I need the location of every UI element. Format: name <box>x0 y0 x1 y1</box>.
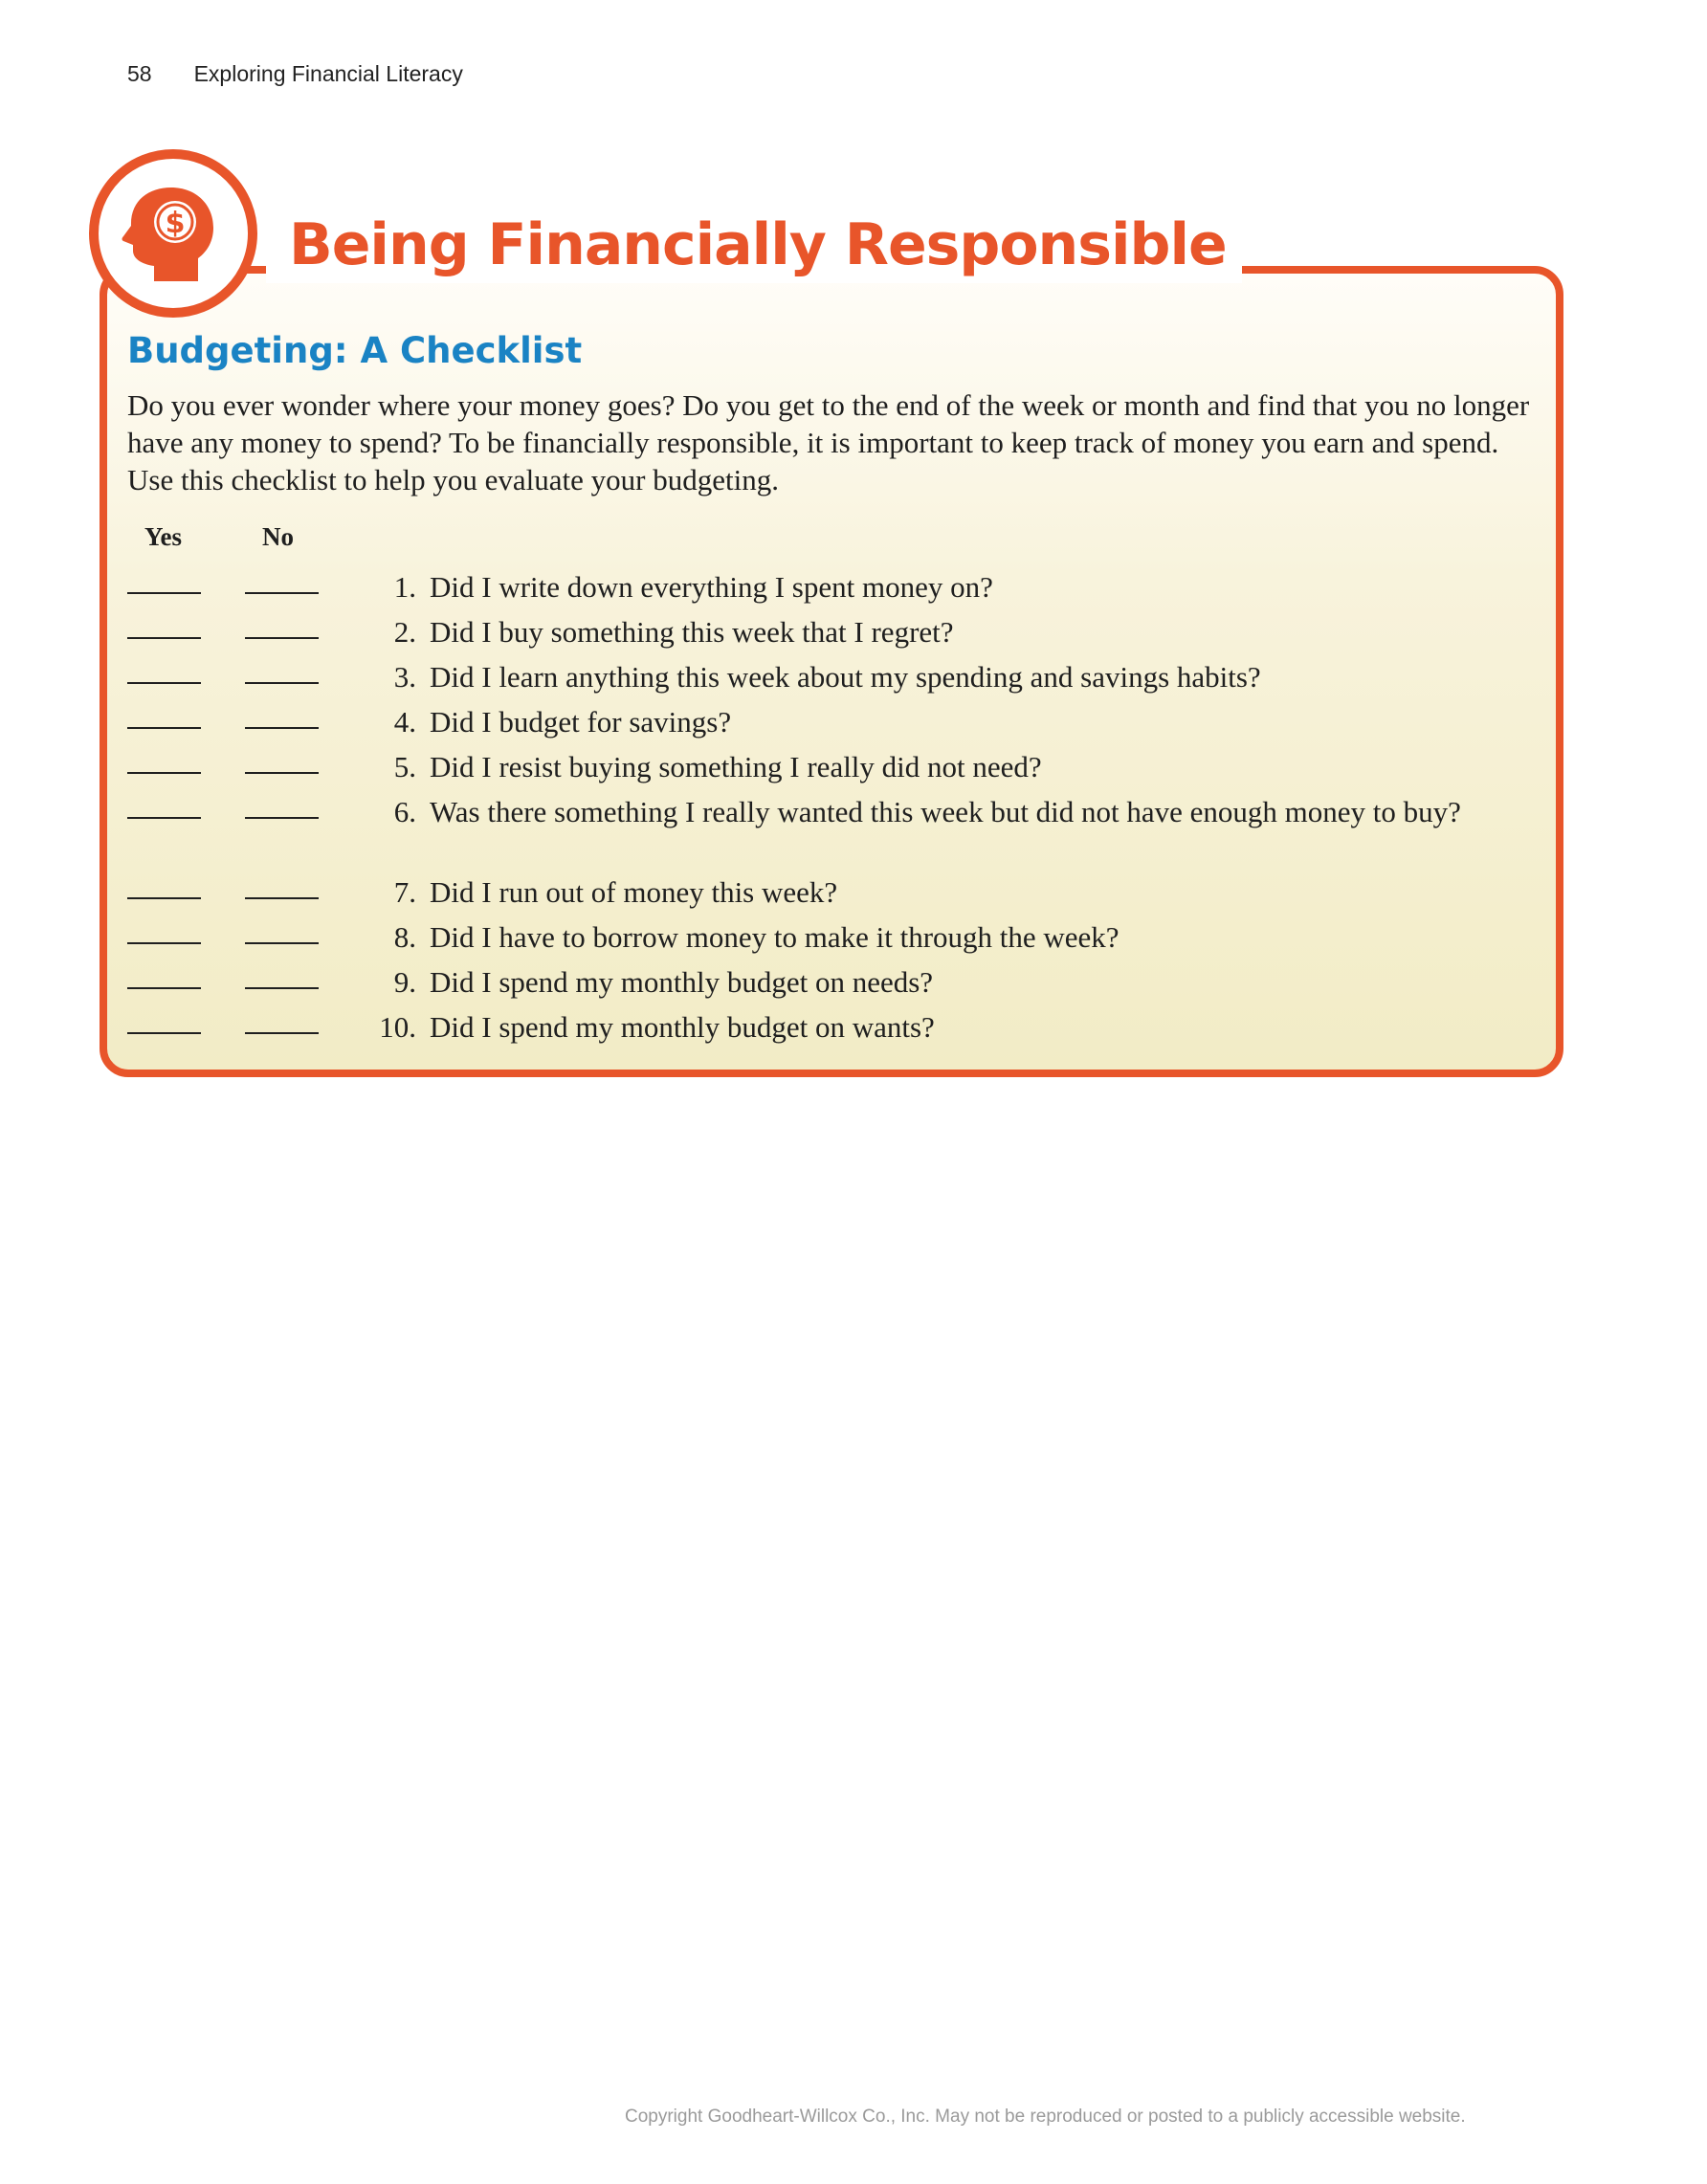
item-question: Did I buy something this week that I regret? <box>430 615 954 649</box>
no-blank[interactable] <box>245 637 319 639</box>
yes-blank[interactable] <box>127 772 201 774</box>
item-question: Did I learn anything this week about my spending and savings habits? <box>430 660 1261 694</box>
item-number: 4. <box>393 705 416 739</box>
item-question: Did I spend my monthly budget on wants? <box>430 1010 935 1044</box>
no-blank[interactable] <box>245 682 319 684</box>
item-question: Did I budget for savings? <box>430 705 732 739</box>
item-number: 1. <box>393 570 416 604</box>
yes-blank[interactable] <box>127 1032 201 1034</box>
yes-blank[interactable] <box>127 942 201 944</box>
no-blank[interactable] <box>245 942 319 944</box>
item-question: Was there something I really wanted this week but did not have enough money to buy? <box>430 795 1461 828</box>
svg-text:$: $ <box>165 207 186 240</box>
no-blank[interactable] <box>245 897 319 899</box>
no-blank[interactable] <box>245 772 319 774</box>
yes-blank[interactable] <box>127 987 201 989</box>
yes-blank[interactable] <box>127 682 201 684</box>
item-question: Did I have to borrow money to make it through the week? <box>430 920 1120 954</box>
item-question: Did I write down everything I spent money on? <box>430 570 993 604</box>
item-number: 5. <box>393 750 416 783</box>
item-number: 3. <box>393 660 416 694</box>
item-question: Did I resist buying something I really did not need? <box>430 750 1042 783</box>
page-number: 58 <box>127 61 152 86</box>
no-blank[interactable] <box>245 987 319 989</box>
no-blank[interactable] <box>245 1032 319 1034</box>
copyright-notice: Copyright Goodheart-Willcox Co., Inc. May not be reproduced or posted to a publicly accessible website. <box>625 2107 1466 2127</box>
item-number: 2. <box>393 615 416 649</box>
book-title: Exploring Financial Literacy <box>193 61 463 86</box>
section-title: Being Financially Responsible <box>289 211 1227 278</box>
yes-blank[interactable] <box>127 592 201 594</box>
no-column-header: No <box>262 522 294 551</box>
yes-blank[interactable] <box>127 727 201 729</box>
yes-blank[interactable] <box>127 897 201 899</box>
item-number: 8. <box>393 920 416 954</box>
yes-blank[interactable] <box>127 637 201 639</box>
item-number: 9. <box>393 965 416 999</box>
running-header <box>127 61 463 87</box>
item-number: 6. <box>393 795 416 828</box>
head-dollar-icon <box>89 149 257 318</box>
item-question: Did I spend my monthly budget on needs? <box>430 965 934 999</box>
item-number: 10. <box>379 1010 416 1044</box>
intro-paragraph: Do you ever wonder where your money goes? Do you get to the end of the week or month and find that you no longer have any money to spend? To be financially responsible, it is important to keep track of money you earn and spend. Use this checklist to help you evaluate your budgeting. <box>127 388 1530 496</box>
no-blank[interactable] <box>245 592 319 594</box>
section-subtitle: Budgeting: A Checklist <box>127 330 583 371</box>
item-question: Did I run out of money this week? <box>430 875 838 909</box>
item-number: 7. <box>393 875 416 909</box>
yes-column-header: Yes <box>144 522 182 551</box>
no-blank[interactable] <box>245 727 319 729</box>
no-blank[interactable] <box>245 817 319 819</box>
yes-blank[interactable] <box>127 817 201 819</box>
